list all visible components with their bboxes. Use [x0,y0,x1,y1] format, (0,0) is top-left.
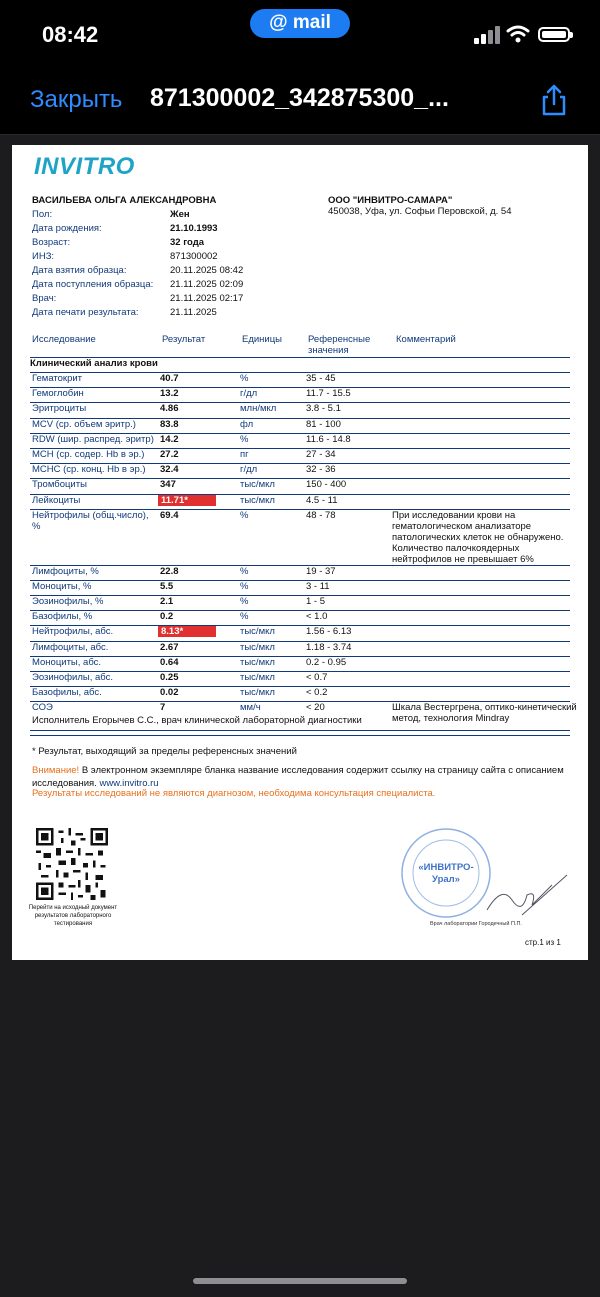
info-value: Жен [170,209,190,220]
warning-label: Внимание! [32,765,80,776]
test-name[interactable]: Лимфоциты, абс. [32,641,109,653]
invitro-logo: INVITRO [34,153,135,180]
test-unit: % [240,433,249,445]
patient-info-row [32,237,243,251]
test-unit: тыс/мкл [240,687,275,699]
test-reference: 1 - 5 [306,596,326,608]
patient-info-row [32,209,243,223]
table-row [30,463,570,478]
share-icon[interactable] [540,84,568,116]
warning-text [32,764,572,790]
info-label: Дата взятия образца: [32,265,127,276]
test-reference: 11.7 - 15.5 [306,388,351,400]
table-row [30,565,570,580]
divider [30,735,570,736]
nav-bar [0,70,600,135]
table-row [30,671,570,686]
home-indicator[interactable] [193,1278,407,1284]
info-label: Возраст: [32,237,71,248]
info-label: Дата печати результата: [32,307,139,318]
patient-info-row [32,265,243,279]
test-reference: 0.2 - 0.95 [306,656,347,668]
test-reference: 19 - 37 [306,565,336,577]
mail-pill[interactable]: @ mail [250,9,350,38]
table-row [30,595,570,610]
test-reference: 150 - 400 [306,479,347,491]
test-reference: 3 - 11 [306,580,330,592]
patient-info-row [32,223,243,237]
doctor-caption: Врач лаборатории Городечный П.П. [430,921,522,927]
cellular-signal-icon [474,26,500,44]
svg-text:Урал»: Урал» [432,874,460,885]
patient-info-row [32,279,243,293]
column-header-test: Исследование [32,334,96,345]
test-unit: пг [240,448,249,460]
test-unit: г/дл [240,388,258,400]
test-unit: тыс/мкл [240,494,275,506]
test-name[interactable]: Базофилы, % [32,611,93,623]
test-reference: < 1.0 [306,611,328,623]
info-value: 21.11.2025 02:17 [170,293,244,304]
test-comment: Шкала Вестергрена, оптико-кинетический метод, технология Mindray [392,702,577,725]
test-result: 5.5 [160,580,174,592]
warning-body: В электронном экземпляре бланка название исследования содержит ссылку на страницу сайта с описанием исследования. [32,765,564,789]
test-result: 22.8 [160,565,179,577]
lab-address: 450038, Уфа, ул. Софьи Перовской, д. 54 [328,206,512,217]
table-row [30,448,570,463]
test-name[interactable]: Эритроциты [32,403,87,415]
test-name[interactable]: Нейтрофилы (общ.число), % [32,509,149,532]
test-name[interactable]: MCHC (ср. конц. Hb в эр.) [32,464,146,476]
test-reference: 48 - 78 [306,509,336,521]
table-row [30,387,570,402]
test-unit: % [240,596,249,608]
close-button[interactable]: Закрыть [30,86,123,113]
column-header-result: Результат [162,334,206,345]
disclaimer: Результаты исследований не являются диагнозом, необходима консультация специалиста. [32,788,436,799]
test-result: 83.8 [160,418,179,430]
patient-name: ВАСИЛЬЕВА ОЛЬГА АЛЕКСАНДРОВНА [32,195,217,206]
qr-caption: Перейти на исходный документ результатов лабораторного тестирования [28,905,118,927]
qr-code-icon[interactable] [36,828,108,900]
page-number: стр.1 из 1 [525,938,561,947]
table-row [30,509,570,565]
test-name[interactable]: Гематокрит [32,373,83,384]
table-row [30,478,570,493]
test-result: 27.2 [160,448,179,460]
test-reference: < 20 [306,702,325,714]
test-result: 4.86 [160,403,179,415]
test-result: 0.64 [160,656,179,668]
info-value: 20.11.2025 08:42 [170,265,244,276]
test-result: 7 [160,702,166,714]
wifi-icon [506,24,530,44]
test-unit: % [240,373,249,384]
table-row [30,433,570,448]
table-row [30,656,570,671]
battery-icon [538,27,570,42]
test-name[interactable]: Нейтрофилы, абс. [32,626,114,638]
test-reference: 1.18 - 3.74 [306,641,352,653]
info-value: 32 года [170,237,205,248]
table-bottom-border [30,730,570,731]
test-unit: % [240,509,249,521]
footnote: * Результат, выходящий за пределы референсных значений [32,746,297,757]
test-result: 0.02 [160,687,179,699]
results-table [30,357,577,731]
executor: Исполнитель Егорычев С.С., врач клинической лабораторной диагностики [32,715,362,726]
info-value: 21.11.2025 02:09 [170,279,244,290]
patient-info-row [32,251,243,265]
test-name[interactable]: Моноциты, % [32,580,92,592]
test-unit: тыс/мкл [240,641,275,653]
test-unit: млн/мкл [240,403,277,415]
test-unit: % [240,565,249,577]
test-result: 0.25 [160,672,179,683]
info-label: ИНЗ: [32,251,55,262]
info-label: Врач: [32,293,57,304]
patient-info [32,209,243,321]
test-unit: мм/ч [240,702,261,714]
column-header-reference: Референсные значения [308,334,371,356]
table-row [30,625,570,640]
test-name[interactable]: СОЭ [32,702,53,714]
test-name[interactable]: Тромбоциты [32,479,87,491]
test-name[interactable]: MCH (ср. содер. Hb в эр.) [32,448,145,460]
lab-stamp [398,825,494,921]
test-unit: тыс/мкл [240,672,275,683]
info-label: Дата рождения: [32,223,102,234]
column-header-comment: Комментарий [396,334,456,345]
test-name[interactable]: Лейкоциты [32,494,81,506]
test-result: 13.2 [160,388,179,400]
test-reference: 1.56 - 6.13 [306,626,352,638]
table-row [30,494,570,509]
table-row [30,580,570,595]
test-result: 2.1 [160,596,174,608]
info-label: Дата поступления образца: [32,279,154,290]
test-name[interactable]: Эозинофилы, % [32,596,104,608]
table-row [30,610,570,625]
test-comment: При исследовании крови на гематологическом анализаторе патологических клеток не обнаружено. Количество палочкоядерных нейтрофилов не превышает 6% [392,509,564,565]
section-title: Клинический анализ крови [30,357,570,372]
test-unit: % [240,611,249,623]
lab-name: ООО "ИНВИТРО-САМАРА" [328,195,453,206]
test-name[interactable]: Моноциты, абс. [32,656,102,668]
test-reference: < 0.7 [306,672,328,683]
test-name[interactable]: Гемоглобин [32,388,84,400]
invitro-link[interactable]: www.invitro.ru [99,778,159,789]
test-unit: фл [240,418,254,430]
test-result: 40.7 [160,373,179,384]
test-unit: тыс/мкл [240,626,275,638]
test-name[interactable]: Базофилы, абс. [32,687,102,699]
table-row [30,402,570,417]
test-result: 8.13* [158,626,216,637]
test-result: 32.4 [160,464,179,476]
table-row [30,372,570,387]
test-unit: тыс/мкл [240,656,275,668]
test-name[interactable]: RDW (шир. распред. эритр) [32,433,154,445]
info-value: 21.10.1993 [170,223,218,234]
table-row [30,686,570,701]
patient-info-row [32,293,243,307]
clock: 08:42 [42,22,99,47]
signature-icon [482,865,572,925]
test-result: 14.2 [160,433,179,445]
file-title: 871300002_342875300_... [150,84,449,112]
test-reference: 11.6 - 14.8 [306,433,351,445]
test-reference: 32 - 36 [306,464,336,476]
column-header-units: Единицы [242,334,283,345]
test-reference: < 0.2 [306,687,328,699]
info-value: 871300002 [170,251,218,262]
test-result: 69.4 [160,509,179,521]
test-result: 0.2 [160,611,174,623]
lab-report-document [12,145,588,960]
lab-info [328,195,512,217]
test-unit: тыс/мкл [240,479,275,491]
test-unit: % [240,580,249,592]
test-name[interactable]: Лимфоциты, % [32,565,99,577]
test-reference: 81 - 100 [306,418,341,430]
test-reference: 35 - 45 [306,373,336,384]
test-name[interactable]: Эозинофилы, абс. [32,672,113,683]
test-result: 2.67 [160,641,179,653]
info-label: Пол: [32,209,53,220]
test-reference: 27 - 34 [306,448,336,460]
test-unit: г/дл [240,464,258,476]
svg-text:«ИНВИТРО-: «ИНВИТРО- [418,862,474,873]
info-value: 21.11.2025 [170,307,217,318]
status-bar [0,0,600,70]
test-reference: 4.5 - 11 [306,494,338,506]
test-result: 347 [160,479,176,491]
patient-info-row [32,307,243,321]
table-row [30,641,570,656]
test-name[interactable]: MCV (ср. объем эритр.) [32,418,136,430]
table-row [30,418,570,433]
test-result: 11.71* [158,495,216,506]
test-reference: 3.8 - 5.1 [306,403,341,415]
